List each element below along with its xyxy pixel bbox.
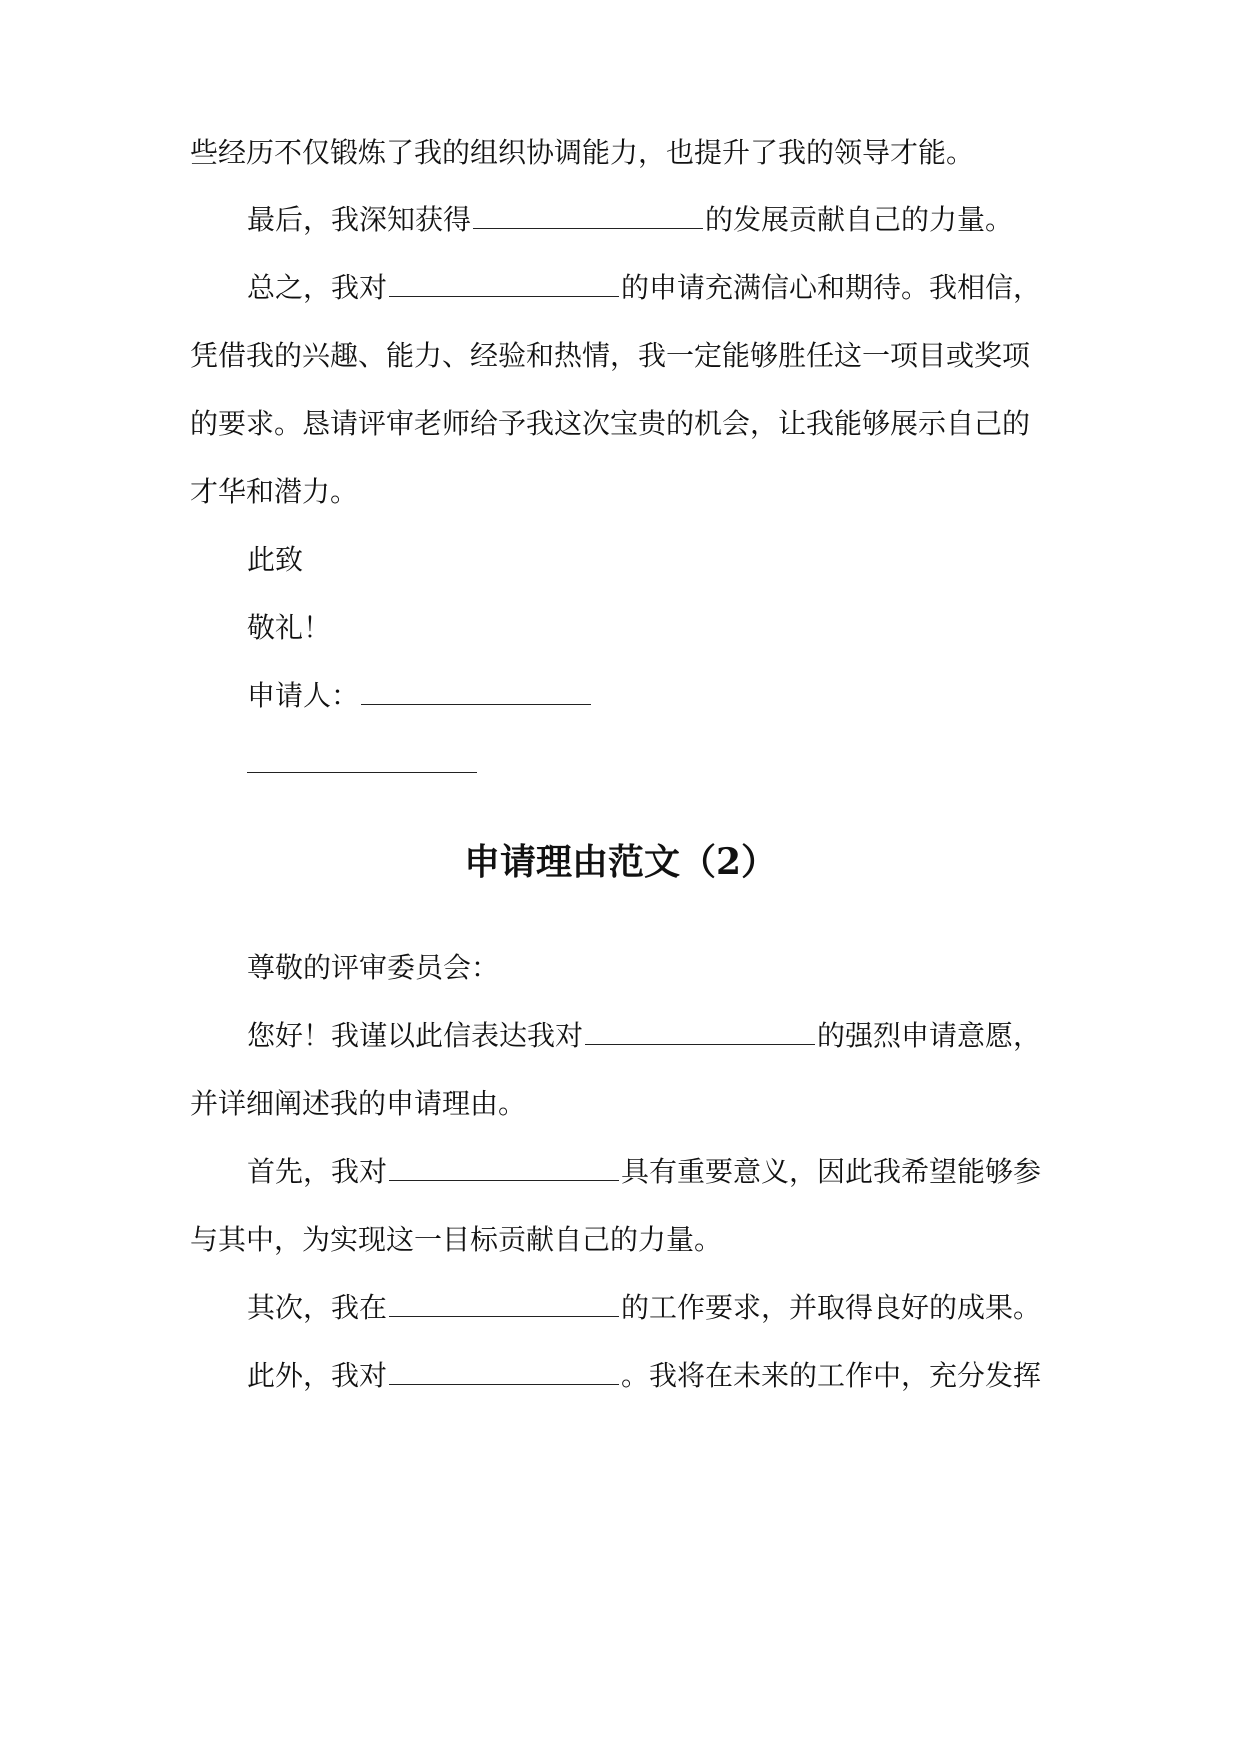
text: 其次，我在 xyxy=(247,1291,388,1324)
text: 才华和潜力。 xyxy=(190,475,359,508)
fill-in-blank[interactable] xyxy=(585,1022,815,1045)
paragraph-line xyxy=(190,1084,1070,1124)
fill-in-blank[interactable] xyxy=(389,1158,619,1181)
fill-in-blank[interactable] xyxy=(389,1294,619,1317)
text: 此致 xyxy=(247,543,304,576)
text: 并详细阐述我的申请理由。 xyxy=(190,1087,527,1120)
text: 些经历不仅锻炼了我的组织协调能力，也提升了我的领导才能。 xyxy=(190,136,975,169)
text: 此外，我对 xyxy=(247,1359,388,1392)
applicant-line xyxy=(190,676,1127,716)
paragraph-summary xyxy=(190,268,1127,308)
text: 您好！我谨以此信表达我对 xyxy=(247,1019,584,1052)
paragraph-second-reason xyxy=(190,1288,1127,1328)
closing-line xyxy=(190,608,1127,648)
applicant-label: 申请人： xyxy=(247,679,360,712)
text: 敬礼！ xyxy=(247,611,332,644)
paragraph-line xyxy=(190,133,1070,173)
paragraph-third-reason xyxy=(190,1356,1127,1396)
applicant-blank[interactable] xyxy=(361,682,591,705)
paragraph-final-point xyxy=(190,200,1127,240)
text: 的申请充满信心和期待。我相信， xyxy=(621,271,1042,304)
text: 的要求。恳请评审老师给予我这次宝贵的机会，让我能够展示自己的 xyxy=(190,407,1031,440)
text: 具有重要意义，因此我希望能够参 xyxy=(621,1155,1042,1188)
text: 的发展贡献自己的力量。 xyxy=(705,203,1014,236)
text: 最后，我深知获得 xyxy=(247,203,472,236)
text: 的强烈申请意愿， xyxy=(817,1019,1042,1052)
text: 的工作要求，并取得良好的成果。 xyxy=(621,1291,1042,1324)
closing-line xyxy=(190,540,1127,580)
fill-in-blank[interactable] xyxy=(389,1362,619,1385)
section-title: 申请理由范文（2） xyxy=(463,841,778,883)
text: 凭借我的兴趣、能力、经验和热情，我一定能够胜任这一项目或奖项 xyxy=(190,339,1031,372)
text: 。我将在未来的工作中，充分发挥 xyxy=(621,1359,1042,1392)
fill-in-blank[interactable] xyxy=(473,206,703,229)
date-line xyxy=(190,744,1127,784)
paragraph-intro xyxy=(190,1016,1127,1056)
text: 与其中，为实现这一目标贡献自己的力量。 xyxy=(190,1223,723,1256)
text: 尊敬的评审委员会： xyxy=(247,951,500,984)
text: 首先，我对 xyxy=(247,1155,388,1188)
salutation xyxy=(190,948,1127,988)
paragraph-first-reason xyxy=(190,1152,1127,1192)
paragraph-line xyxy=(190,1220,1070,1260)
text: 总之，我对 xyxy=(247,271,388,304)
date-blank[interactable] xyxy=(247,750,477,773)
paragraph-line xyxy=(190,404,1070,444)
paragraph-line xyxy=(190,336,1070,376)
fill-in-blank[interactable] xyxy=(389,274,619,297)
paragraph-line xyxy=(190,472,1070,512)
